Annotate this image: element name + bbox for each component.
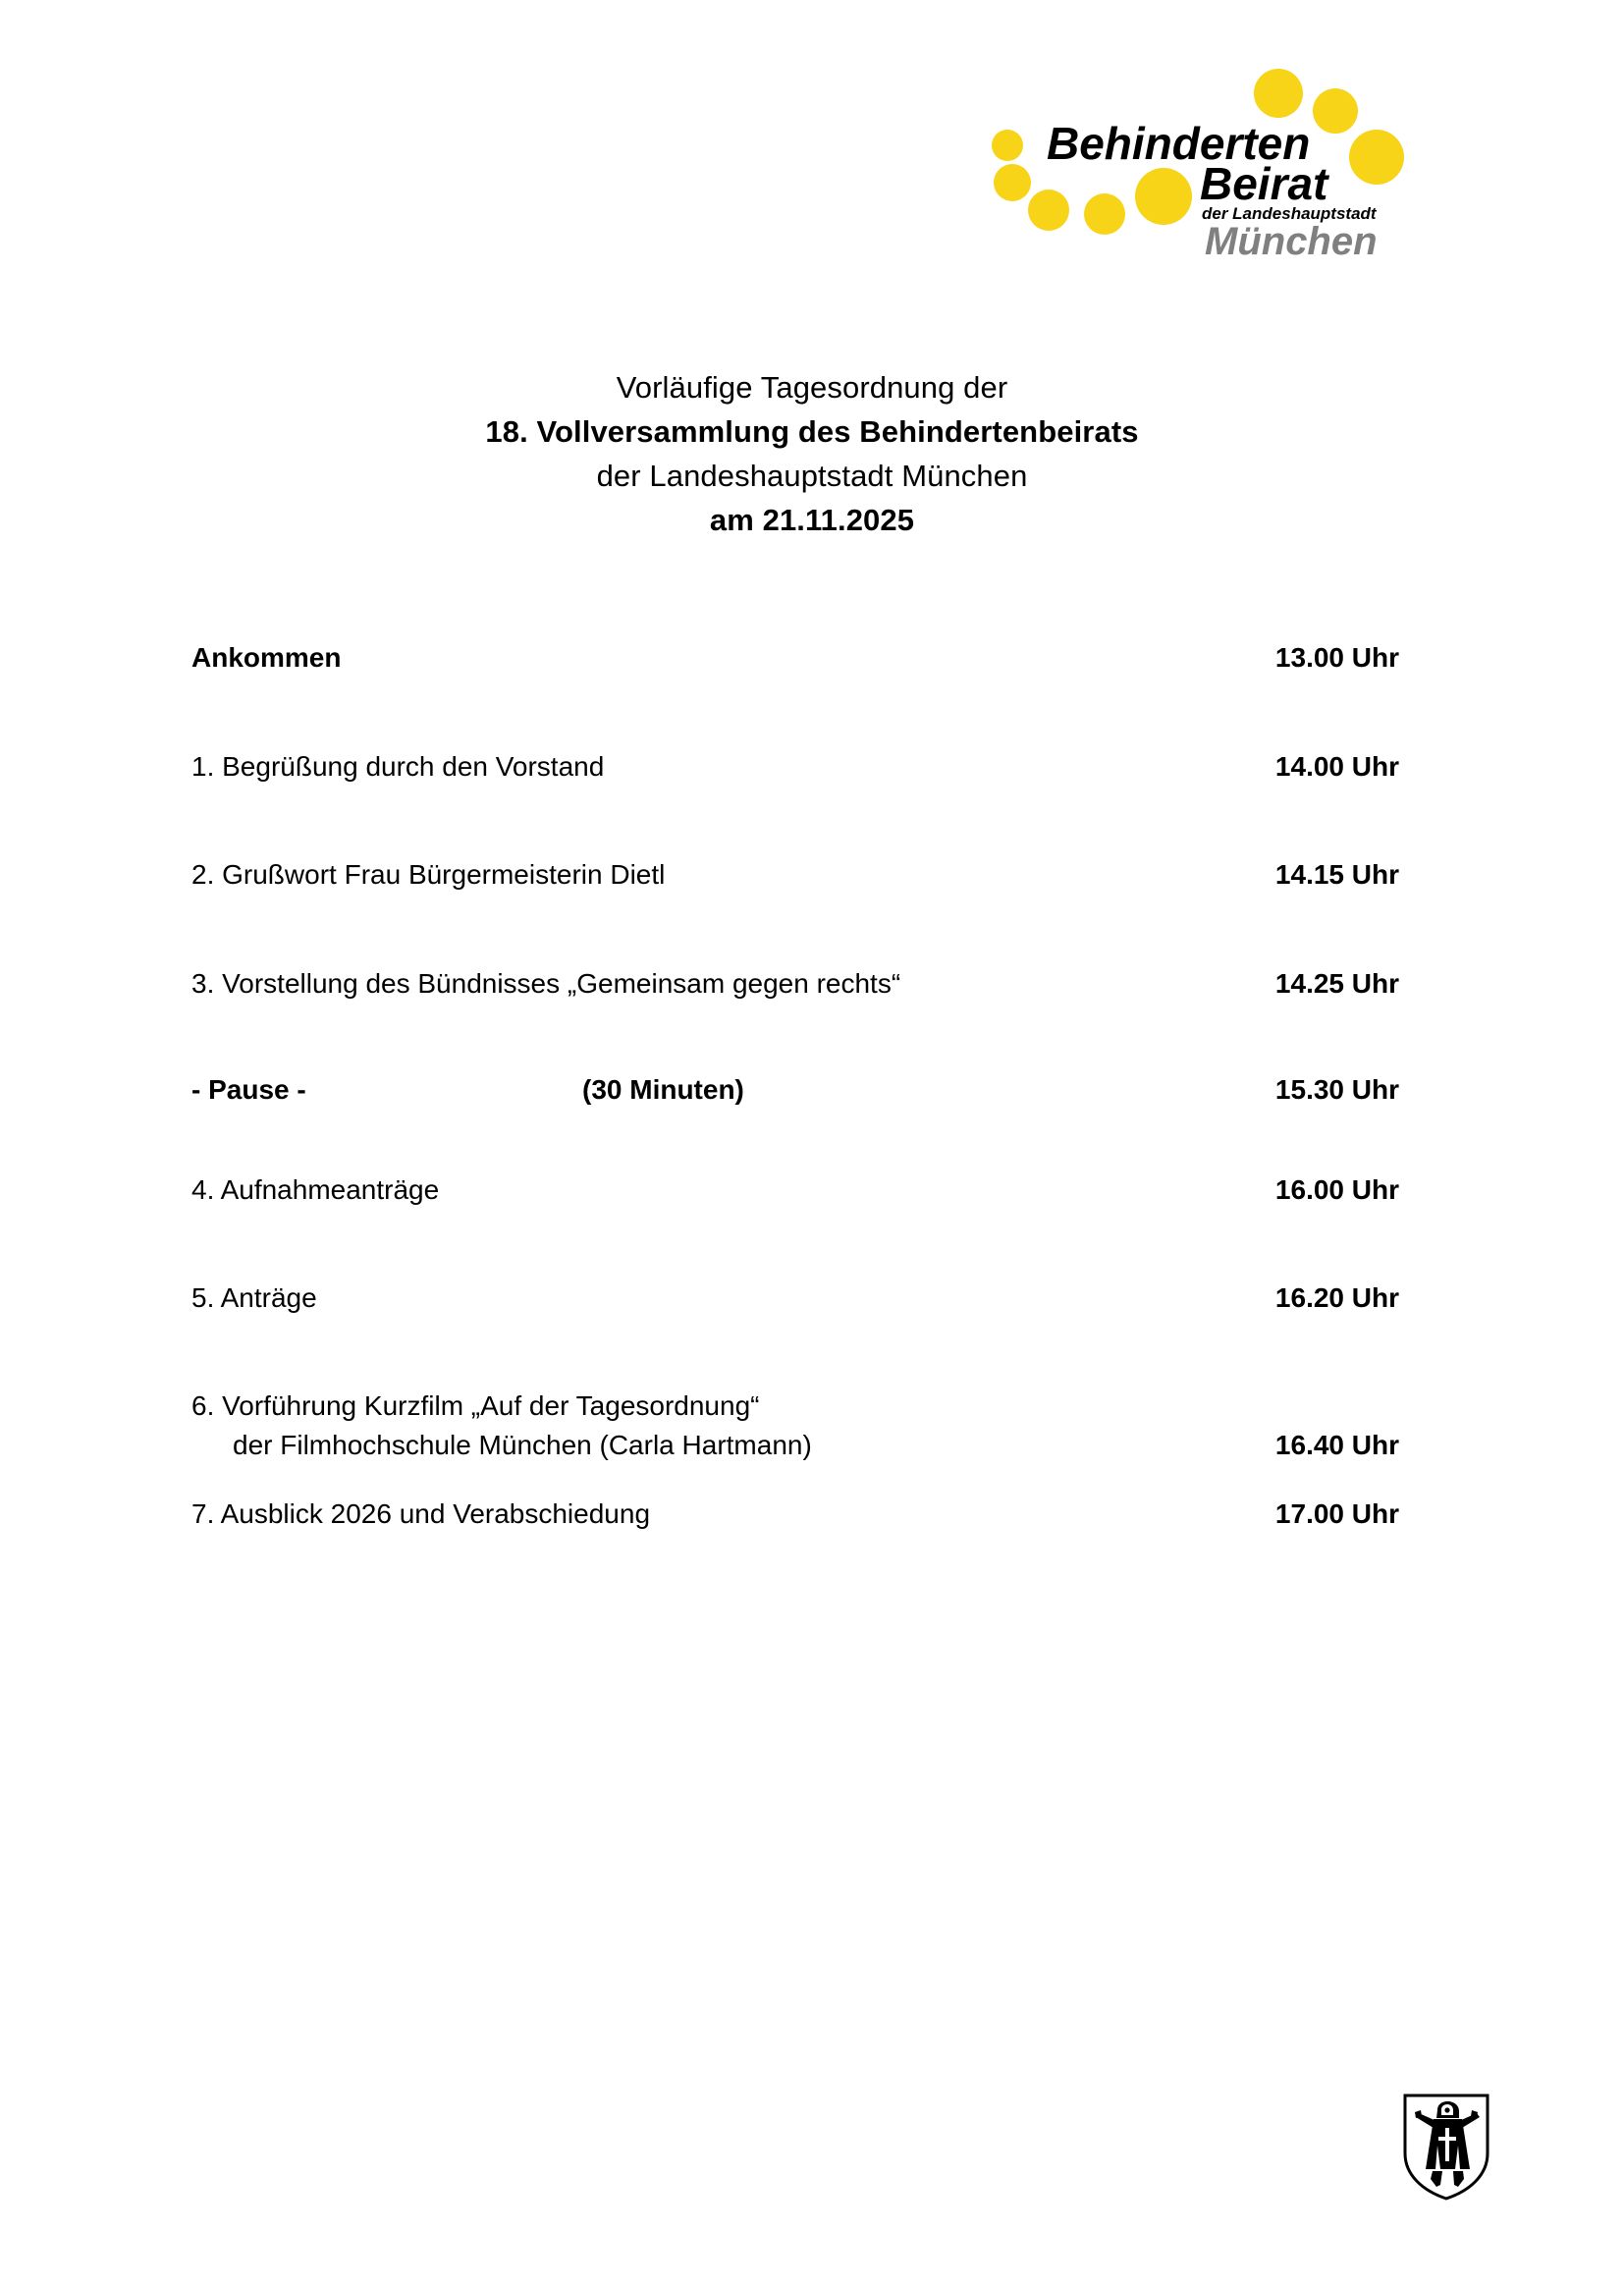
agenda-row-5 (191, 1279, 1399, 1318)
spacer (191, 1318, 1399, 1387)
agenda-item-label: - Pause - (191, 1074, 306, 1105)
agenda-item-time: 16.40 Uhr (1274, 1430, 1399, 1460)
title-line-2: 18. Vollversammlung des Behindertenbeirats (485, 414, 1139, 449)
behindertenbeirat-logo (972, 51, 1443, 263)
logo-text-landeshauptstadt: der Landeshauptstadt (1202, 204, 1377, 223)
logo-dot (1254, 69, 1303, 118)
agenda-item-time: 14.15 Uhr (1274, 859, 1399, 890)
agenda-item-time: 14.25 Uhr (1274, 968, 1399, 999)
agenda-item-sublabel: der Filmhochschule München (Carla Hartmann) (233, 1430, 812, 1460)
agenda-item-time: 15.30 Uhr (1274, 1074, 1399, 1105)
title-line-1: Vorläufige Tagesordnung der (616, 370, 1008, 405)
title-line-4: am 21.11.2025 (709, 503, 915, 537)
agenda-list (191, 638, 1399, 1534)
agenda-row-4 (191, 1170, 1399, 1210)
spacer (191, 1004, 1399, 1070)
logo-dot (1028, 190, 1069, 231)
agenda-item-label: 3. Vorstellung des Bündnisses „Gemeinsam gegen rechts“ (191, 968, 901, 999)
agenda-row-2 (191, 855, 1399, 895)
page-title (0, 365, 1624, 542)
agenda-item-time: 16.00 Uhr (1274, 1174, 1399, 1205)
agenda-item-label: 6. Vorführung Kurzfilm „Auf der Tagesordnung“ (191, 1390, 760, 1421)
muenchner-kindl-coat-of-arms-icon (1401, 2093, 1491, 2203)
logo-dot (1313, 88, 1358, 134)
logo-dot (1135, 168, 1192, 225)
agenda-item-time: 14.00 Uhr (1274, 751, 1399, 782)
spacer (191, 1465, 1399, 1495)
agenda-item-label: 4. Aufnahmeanträge (191, 1174, 440, 1205)
logo-text-beirat: Beirat (1200, 158, 1328, 209)
agenda-item-label: 2. Grußwort Frau Bürgermeisterin Dietl (191, 859, 666, 890)
coat-of-arms-graphic (1401, 2093, 1491, 2203)
agenda-item-time: 13.00 Uhr (1274, 642, 1399, 673)
agenda-item-label: 7. Ausblick 2026 und Verabschiedung (191, 1498, 651, 1529)
agenda-row-3 (191, 964, 1399, 1004)
agenda-item-time: 17.00 Uhr (1274, 1498, 1399, 1529)
agenda-row-6 (191, 1387, 1399, 1465)
spacer (191, 678, 1399, 747)
logo-dot (1349, 130, 1404, 185)
spacer (191, 1210, 1399, 1279)
logo-dot (1084, 193, 1125, 235)
logo-graphic (972, 51, 1443, 263)
agenda-row-ankommen (191, 638, 1399, 678)
agenda-row-7 (191, 1495, 1399, 1534)
spacer (191, 1110, 1399, 1170)
spacer (191, 895, 1399, 964)
logo-dot (994, 164, 1031, 201)
pause-duration-note: (30 Minuten) (582, 1074, 744, 1105)
agenda-row-pause (191, 1070, 1399, 1110)
title-line-3: der Landeshauptstadt München (596, 459, 1028, 493)
agenda-item-label: 5. Anträge (191, 1282, 317, 1313)
logo-text-muenchen: München (1205, 220, 1378, 263)
agenda-item-label: Ankommen (191, 642, 342, 673)
spacer (191, 787, 1399, 855)
agenda-row-1 (191, 747, 1399, 787)
logo-dot (992, 130, 1023, 161)
logo-text-behinderten: Behinderten (1047, 118, 1311, 169)
agenda-item-label: 1. Begrüßung durch den Vorstand (191, 751, 605, 782)
agenda-item-time: 16.20 Uhr (1274, 1282, 1399, 1313)
